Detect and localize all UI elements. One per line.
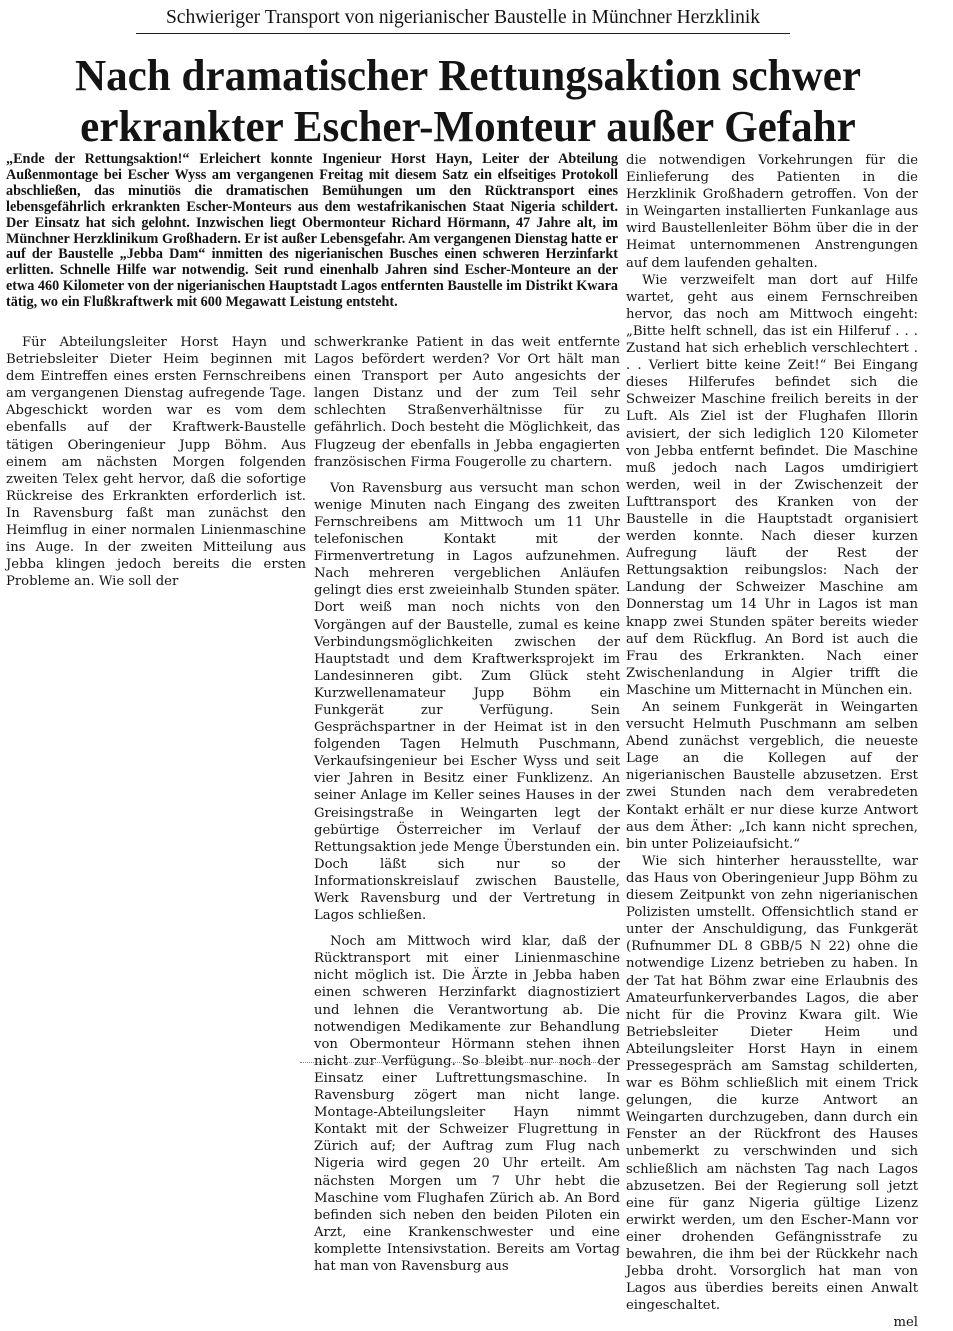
author-signature: mel [893,1315,918,1331]
article-headline [37,50,899,152]
body-paragraph: Für Abteilungsleiter Horst Hayn und Betriebsleiter Dieter Heim beginnen mit dem Eintreffen eines ersten Fernschreibens am vergangenen Dienstag aufregende Tage. Abgeschickt worden war es vom dem ebenfalls auf der Kraftwerk-Baustelle tätigen Oberingenieur Jupp Böhm. Aus einem am nächsten Morgen folgenden zweiten Telex geht hervor, daß die sofortige Rückreise des Erkrankten erforderlich ist. In Ravensburg faßt man zunächst den Heimflug in einer normalen Linienmaschine ins Auge. In der zweiten Mitteilung aus Jebba klingen jedoch bereits die ersten Probleme an. Wie soll der [6,335,306,590]
headline-line-2: erkrankter Escher-Monteur außer Gefahr [80,102,856,151]
column-1 [6,334,306,590]
article-kicker: Schwieriger Transport von nigerianischer Baustelle in Münchner Herzklinik [165,7,761,28]
lead-text: „Ende der Rettungsaktion!“ Erleichert konnte Ingenieur Horst Hayn, Leiter der Abteilung Außenmontage bei Escher Wyss am vergangenen Freitag mit diesem Satz ein elfseitiges Protokoll abschließen, das minutiös die dramatischen Bemühungen um den Rücktransport eines lebensgefährlich erkrankten Escher-Monteurs aus dem westafrikanischen Staat Nigeria schildert. Der Einsatz hat sich gelohnt. Inzwischen liegt Obermonteur Richard Hörmann, 47 Jahre alt, im Münchner Herzklinikum Großhadern. Er ist außer Lebensgefahr. Am vergangenen Dienstag hatte er auf der Baustelle „Jebba Dam“ inmitten des nigerianischen Busches einen schweren Herzinfarkt erlitten. Schnelle Hilfe war notwendig. Seit rund einenhalb Jahren sind Escher-Monteure an der etwa 460 Kilometer von der nigerianischen Hauptstadt Lagos entfernten Baustelle im Distrikt Kwara tätig, wo ein Flußkraftwerk mit 600 Megawatt Leistung entsteht. [6,151,618,311]
lead-paragraph [6,152,618,311]
body-paragraph: die notwendigen Vorkehrungen für die Einlieferung des Patienten in die Herzklinik Großhadern getroffen. Von der in Weingarten installierten Funkanlage aus wird Baustellenleiter Böhm über die in der Heimat unternommenen Anstrengungen auf dem laufenden gehalten. [626,153,918,271]
kicker-underline [136,33,790,34]
body-paragraph: Wie sich hinterher herausstellte, war das Haus von Oberingenieur Jupp Böhm zu diesem Zeitpunkt von zehn nigerianischen Polizisten umstellt. Offensichtlich stand er unter der Anschuldigung, das Funkgerät (Rufnummer DL 8 GBB/5 N 22) ohne die notwendige Lizenz betrieben zu haben. In der Tat hat Böhm zwar eine Erlaubnis des Amateurfunkerverbandes Lagos, die aber nicht für die Provinz Kwara gilt. Wie Betriebsleiter Dieter Heim und Abteilungsleiter Horst Hayn in einem Pressegespräch am Samstag schilderten, war es Böhm schließlich mit einem Trick gelungen, die kurze Antwort an Weingarten durchzugeben, dann durch ein Fenster an der Rückfront des Hauses unbemerkt zu verschwinden und sich schließlich am nächsten Tag nach Lagos abzusetzen. Bei der Regierung soll jetzt eine für ganz Nigeria gültige Lizenz erwirkt werden, um den Escher-Mann vor einer drohenden Gefängnisstrafe zu bewahren, die ihm bei der Rückkehr nach Jebba droht. Vorsorglich hat man von Lagos aus überdies bereits einen Anwalt eingeschaltet. [626,853,918,1314]
body-paragraph: Noch am Mittwoch wird klar, daß der Rücktransport mit einer Linienmaschine nicht möglich ist. Die Ärzte in Jebba haben einen schweren Herzinfarkt diagnostiziert und lehnen die Verantwortung ab. Die notwendigen Medikamente zur Behandlung von Obermonteur Hörmann stehen ihnen nicht zur Verfügung. So bleibt nur noch der Einsatz einer Luftrettungsmaschine. In Ravensburg zögert man nicht lange. Montage-Abteilungsleiter Hayn nimmt Kontakt mit der Schweizer Flugrettung in Zürich auf; der Auftrag zum Flug nach Nigeria wird gegen 20 Uhr erteilt. Am nächsten Morgen um 7 Uhr hebt die Maschine vom Flughafen Zürich ab. An Bord befinden sich neben den beiden Piloten ein Arzt, eine Krankenschwester und eine komplette Intensivstation. Bereits am Vortag hat man von Ravensburg aus [314,934,620,1274]
bottom-divider [300,1062,600,1063]
column-2 [314,334,620,1275]
headline-line-1: Nach dramatischer Rettungsaktion schwer [74,51,862,100]
body-paragraph: Von Ravensburg aus versucht man schon wenige Minuten nach Eingang des zweiten Fernschreibens am Mittwoch um 11 Uhr telefonischen Kontakt mit der Firmenvertretung in Lagos aufzunehmen. Nach mehreren vergeblichen Anläufen gelingt dies erst zweieinhalb Stunden später. Dort weiß man noch nichts von den Vorgängen auf der Baustelle, zumal es keine Verbindungsmöglichkeiten zwischen der Hauptstadt und dem Kraftwerksprojekt im Landesinneren gibt. Zum Glück steht Kurzwellenamateur Jupp Böhm ein Funkgerät zur Verfügung. Sein Gesprächspartner in der Heimat ist in den folgenden Tagen Helmuth Puschmann, Verkaufsingenieur bei Escher Wyss und seit vier Jahren in Besitz einer Funklizenz. An seiner Anlage im Keller seines Hauses in der Greisingstraße in Weingarten legt der gebürtige Österreicher im Verlauf der Rettungsaktion jede Menge Überstunden ein. Doch läßt sich nur so der Informationskreislauf zwischen Baustelle, Werk Ravensburg und der Vertretung in Lagos schließen. [314,480,620,924]
column-3 [626,152,918,1331]
body-paragraph: An seinem Funkgerät in Weingarten versucht Helmuth Puschmann am selben Abend zunächst vergeblich, die neueste Lage an die Kollegen auf der nigerianischen Baustelle abzusetzen. Erst zwei Stunden nach dem verabredeten Kontakt erhält er nur diese kurze Antwort aus dem Äther: „Ich kann nicht sprechen, bin unter Polizeiaufsicht.“ [626,700,918,852]
body-paragraph: schwerkranke Patient in das weit entfernte Lagos befördert werden? Vor Ort hält man einen Transport per Auto angesichts der langen Distanz und der zum Teil sehr schlechten Straßenverhältnisse für zu gefährlich. Doch besteht die Möglichkeit, das Flugzeug der ebenfalls in Jebba engagierten französischen Firma Fougerolle zu chartern. [314,335,620,470]
body-paragraph: Wie verzweifelt man dort auf Hilfe wartet, geht aus einem Fernschreiben hervor, das noch am Mittwoch eingeht: „Bitte helft schnell, das ist ein Hilferuf . . . Zustand hat sich erheblich verschlechtert . . . Verliert bitte keine Zeit!“ Bei Eingang dieses Hilferufes befindet sich die Schweizer Maschine freilich bereits in der Luft. Als Ziel ist der Flughafen Illorin avisiert, der sich lediglich 120 Kilometer von Jebba entfernt befindet. Die Maschine muß jedoch nach Lagos umdirigiert werden, weil in der Zwischenzeit der Lufttransport des Kranken von der Baustelle in die Hauptstadt organisiert werden konnte. Nach dieser kurzen Aufregung läuft der Rest der Rettungsaktion reibungslos: Nach der Landung der Schweizer Maschine am Donnerstag um 14 Uhr in Lagos ist man knapp zwei Stunden später bereits wieder auf dem Rückflug. An Bord ist auch die Frau des Erkrankten. Nach einer Zwischenlandung in Algier trifft die Maschine um Mitternacht in München ein. [626,272,918,698]
